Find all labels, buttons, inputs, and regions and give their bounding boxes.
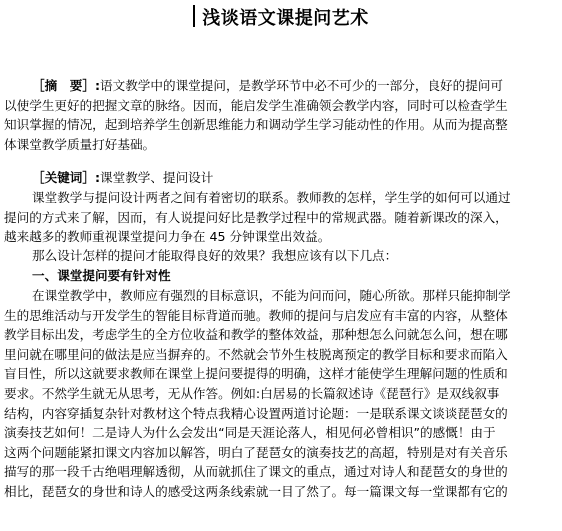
text-cursor bbox=[193, 5, 195, 27]
abstract-line: 体课堂教学质量打好基础。 bbox=[4, 136, 156, 152]
intro-line: 提问的方式来了解，因而，有人说提问好比是教学过程中的常规武器。随着新课改的深入， bbox=[4, 209, 508, 225]
abstract-text: 语文教学中的课堂提问，是教学环节中必不可少的一部分，良好的提问可 bbox=[100, 78, 504, 93]
keywords-paragraph bbox=[4, 168, 556, 188]
section1-line: 结构，内容穿插复杂针对教材这个特点我精心设置两道讨论题：一是联系课文谈谈琵琶女的 bbox=[4, 405, 508, 421]
section1-line: 里问就在哪里问的做法是应当摒弃的。不然就会节外生枝脱离预定的教学目标和要求而陷入 bbox=[4, 346, 508, 362]
abstract-line: 以使学生更好的把握文章的脉络。因而，能启发学生准确领会教学内容，同时可以检查学生 bbox=[4, 97, 508, 113]
question-line: 那么设计怎样的提问才能取得良好的效果？我想应该有以下几点： bbox=[32, 248, 398, 263]
document-title: 浅谈语文课提问艺术 bbox=[202, 8, 369, 29]
page-bottom-edge bbox=[0, 522, 562, 531]
section-heading bbox=[4, 266, 556, 286]
section1-line: 在课堂教学中，教师应有强烈的目标意识，不能为问而问，随心所欲。那样只能抑制学 bbox=[32, 288, 511, 303]
keywords-text: 课堂教学、提问设计 bbox=[100, 170, 214, 185]
keywords-label: ［关键词］: bbox=[32, 170, 101, 185]
section1-line: 生的思维活动与开发学生的智能目标背道而驰。教师的提问与启发应有丰富的内容，从整体 bbox=[4, 307, 508, 323]
abstract-paragraph bbox=[4, 76, 556, 154]
keywords-line bbox=[4, 168, 556, 188]
question-paragraph bbox=[4, 246, 556, 266]
abstract-line bbox=[4, 76, 556, 96]
section1-line: 描写的那一段千古绝唱理解透彻，从而就抓住了课文的重点，通过对诗人和琵琶女的身世的 bbox=[4, 464, 508, 480]
section1-line: 要求。不然学生就无从思考，无从作答。例如:白居易的长篇叙述诗《琵琶行》是双线叙事 bbox=[4, 385, 500, 401]
section1-heading: 一、课堂提问要有针对性 bbox=[32, 268, 171, 283]
section1-line: 盲目性，所以这就要求教师在课堂上提问要提得的明确，这样才能使学生理解问题的性质和 bbox=[4, 366, 508, 382]
intro-paragraph bbox=[4, 188, 556, 247]
abstract-label: ［摘 要］: bbox=[32, 78, 101, 93]
title-row bbox=[0, 4, 562, 34]
intro-line: 越来越多的教师重视课堂提问力争在 45 分钟课堂出效益。 bbox=[4, 229, 331, 245]
section1-line: 相比，琵琶女的身世和诗人的感受这两条线索就一目了然了。每一篇课文每一堂课都有它的 bbox=[4, 483, 508, 499]
section1-line: 这两个问题能紧扣课文内容加以解答，明白了琵琶女的演奏技艺的高超，特别是对有关音乐 bbox=[4, 444, 508, 460]
intro-line: 课堂教学与提问设计两者之间有着密切的联系。教师教的怎样，学生学的如何可以通过 bbox=[32, 190, 511, 205]
section1-line: 演奏技艺如何！二是诗人为什么会发出“同是天涯论落人，相见何必曾相识”的感慨！由于 bbox=[4, 425, 496, 441]
section1-line: 教学目标出发，考虑学生的全方位收益和教学的整体效益，那种想怎么问就怎么问，想在哪 bbox=[4, 327, 508, 343]
section1-paragraph bbox=[4, 286, 556, 502]
abstract-line: 知识掌握的情况，起到培养学生创新思维能力和调动学生学习能动性的作用。从而为提高整 bbox=[4, 117, 508, 133]
